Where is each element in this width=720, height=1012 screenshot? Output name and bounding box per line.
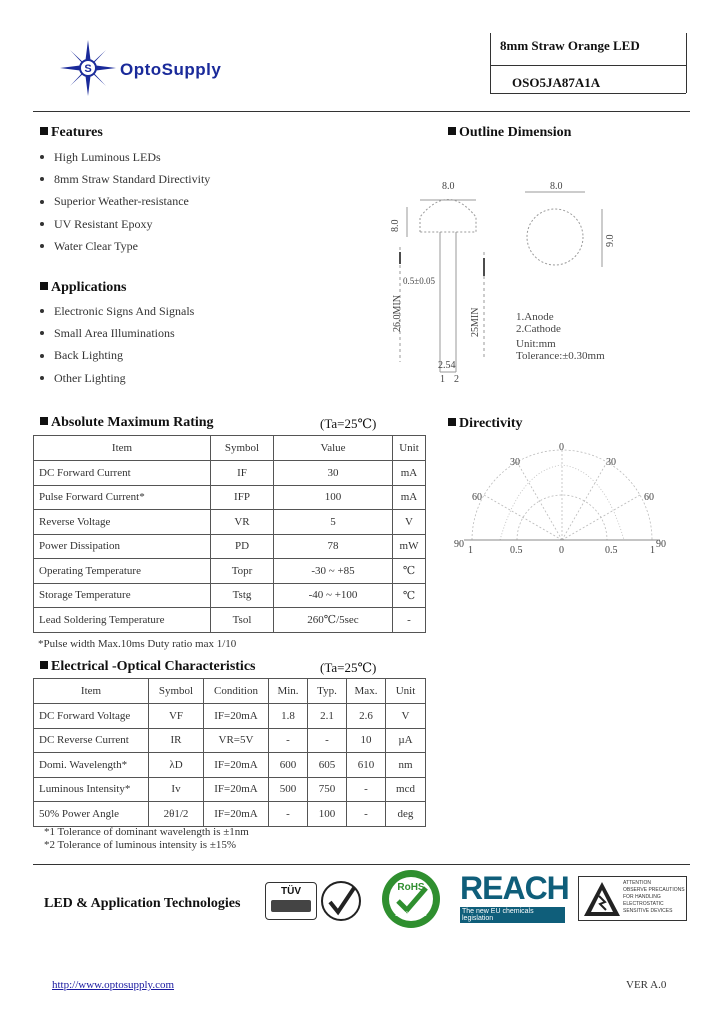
directivity-title: Directivity — [448, 416, 523, 432]
header-item: Item — [34, 436, 211, 461]
scale-05-right: 0.5 — [605, 545, 618, 556]
esd-warning-icon — [582, 880, 622, 918]
rohs-icon — [380, 868, 442, 930]
dim-height2: 9.0 — [605, 234, 616, 247]
electrical-table — [33, 678, 426, 827]
version-label: VER A.0 — [626, 979, 667, 991]
angle-30-right: 30 — [606, 457, 616, 468]
angle-0: 0 — [559, 442, 564, 453]
angle-90-right: 90 — [656, 539, 666, 550]
absolute-table — [33, 435, 426, 633]
table-row: Luminous Intensity* Iv IF=20mA 500 750 - mcd — [34, 777, 426, 802]
table-row: 50% Power Angle 2θ1/2 IF=20mA - 100 - deg — [34, 802, 426, 827]
table-row: DC Reverse Current IR VR=5V - - 10 µA — [34, 728, 426, 753]
scale-1-right: 1 — [650, 545, 655, 556]
tolerance-note: Tolerance:±0.30mm — [516, 350, 605, 362]
pin-note-cathode: 2.Cathode — [516, 323, 561, 335]
applications-list — [34, 300, 194, 389]
header-divider-vertical — [490, 33, 491, 93]
table-row: Storage Temperature Tstg -40 ~ +100 ℃ — [34, 583, 426, 608]
angle-60-right: 60 — [644, 492, 654, 503]
features-list — [34, 146, 210, 257]
list-item: UV Resistant Epoxy — [34, 213, 210, 235]
list-item: Back Lighting — [34, 345, 194, 367]
svg-text:S: S — [84, 63, 92, 75]
table-row: Pulse Forward Current* IFP 100 mA — [34, 485, 426, 510]
brand-name: OptoSupply — [120, 60, 222, 79]
header-unit: Unit — [393, 436, 426, 461]
angle-90-left: 90 — [454, 539, 464, 550]
header-divider-bottom — [490, 93, 686, 94]
electrical-note-1: *1 Tolerance of dominant wavelength is ±1nm — [44, 826, 249, 838]
absolute-condition: (Ta=25℃) — [320, 416, 377, 431]
pin-label-1: 1 — [440, 374, 445, 385]
table-header-row: Item Symbol Condition Min. Typ. Max. Unit — [34, 679, 426, 704]
list-item: Other Lighting — [34, 367, 194, 389]
outline-drawing — [380, 172, 680, 387]
dim-min1: 26.0MIN — [392, 295, 403, 332]
table-row: Reverse Voltage VR 5 V — [34, 510, 426, 535]
esd-attention-badge: ATTENTION OBSERVE PRECAUTIONS FOR HANDLING ELECTROSTATIC SENSITIVE DEVICES — [578, 876, 687, 921]
star-logo-icon — [58, 38, 118, 98]
dim-pitch: 2.54 — [438, 360, 456, 371]
check-badge-icon — [320, 880, 362, 922]
list-item: Small Area Illuminations — [34, 322, 194, 344]
scale-05-left: 0.5 — [510, 545, 523, 556]
header-divider-right — [686, 33, 687, 93]
list-item: Water Clear Type — [34, 235, 210, 257]
electrical-note-2: *2 Tolerance of luminous intensity is ±15% — [44, 839, 237, 851]
table-row: Operating Temperature Topr -30 ~ +85 ℃ — [34, 559, 426, 584]
list-item: Superior Weather-resistance — [34, 191, 210, 213]
header-symbol: Symbol — [211, 436, 274, 461]
dim-lead-square: 0.5±0.05 — [403, 276, 435, 286]
pin-label-2: 2 — [454, 374, 459, 385]
list-item: 8mm Straw Standard Directivity — [34, 168, 210, 190]
scale-0: 0 — [559, 545, 564, 556]
outline-title: Outline Dimension — [448, 125, 571, 141]
website-link[interactable]: http://www.optosupply.com — [52, 979, 175, 991]
header-rule — [33, 111, 690, 112]
electrical-condition: (Ta=25℃) — [320, 660, 377, 675]
directivity-diagram — [450, 440, 675, 560]
table-row: DC Forward Voltage VF IF=20mA 1.8 2.1 2.6 V — [34, 704, 426, 729]
pin-note-anode: 1.Anode — [516, 311, 554, 323]
footer-rule — [33, 864, 690, 865]
header-divider-middle — [490, 65, 686, 66]
list-item: High Luminous LEDs — [34, 146, 210, 168]
part-number: OSO5JA87A1A — [512, 75, 601, 90]
electrical-title: Electrical -Optical Characteristics — [40, 659, 255, 675]
table-row: DC Forward Current IF 30 mA — [34, 461, 426, 486]
footer-tagline: LED & Application Technologies — [44, 896, 241, 911]
angle-30-left: 30 — [510, 457, 520, 468]
angle-60-left: 60 — [472, 492, 482, 503]
table-row: Lead Soldering Temperature Tsol 260℃/5sec - — [34, 608, 426, 633]
dim-min2: 25MIN — [470, 307, 481, 337]
product-title: 8mm Straw Orange LED — [500, 38, 640, 53]
applications-title: Applications — [40, 280, 126, 296]
header-value: Value — [274, 436, 393, 461]
table-row: Power Dissipation PD 78 mW — [34, 534, 426, 559]
table-header-row — [34, 436, 426, 461]
brand-logo — [58, 38, 273, 94]
absolute-note: *Pulse width Max.10ms Duty ratio max 1/10 — [38, 638, 237, 650]
features-title: Features — [40, 125, 103, 141]
table-row: Domi. Wavelength* λD IF=20mA 600 605 610 nm — [34, 753, 426, 778]
rohs-badge: RoHS 2002/95/EC — [380, 868, 442, 930]
dim-height1: 8.0 — [390, 219, 401, 232]
list-item: Electronic Signs And Signals — [34, 300, 194, 322]
reach-badge: REACH The new EU chemicals legislation — [460, 870, 569, 922]
dim-width1: 8.0 — [442, 181, 455, 192]
scale-1-left: 1 — [468, 545, 473, 556]
unit-note: Unit:mm — [516, 338, 556, 350]
absolute-title: Absolute Maximum Rating — [40, 415, 214, 431]
dim-width2: 8.0 — [550, 181, 563, 192]
tuv-badge: TÜV — [265, 882, 317, 920]
